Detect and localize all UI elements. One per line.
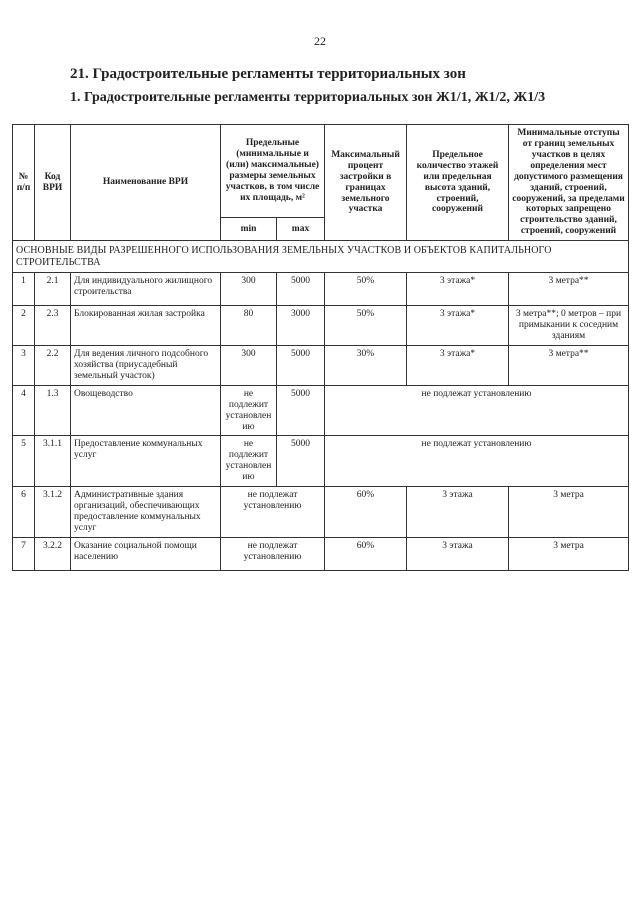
- cell-floors: 3 этажа: [407, 537, 509, 570]
- table-row: [13, 537, 629, 570]
- cell-code: 2.1: [35, 273, 71, 306]
- table-row: [13, 306, 629, 346]
- cell-percent: 50%: [325, 306, 407, 346]
- cell-name: Административные здания организаций, обеспечивающих предоставление коммунальных услуг: [71, 487, 221, 538]
- cell-floors-merged: не подлежат установлению: [325, 436, 629, 487]
- cell-min: 80: [221, 306, 277, 346]
- cell-min: не подлежит установлению: [221, 385, 277, 436]
- table-row: [13, 487, 629, 538]
- cell-max: 5000: [277, 345, 325, 385]
- section-title: 21. Градостроительные регламенты территориальных зон: [70, 66, 466, 82]
- cell-max: 3000: [277, 306, 325, 346]
- subsection-title: 1. Градостроительные регламенты территориальных зон Ж1/1, Ж1/2, Ж1/3: [70, 90, 546, 105]
- cell-name: Для индивидуального жилищного строительства: [71, 273, 221, 306]
- cell-floors-merged: не подлежат установлению: [325, 385, 629, 436]
- cell-floors: 3 этажа*: [407, 345, 509, 385]
- header-name: Наименование ВРИ: [71, 125, 221, 241]
- page-number: 22: [314, 34, 326, 48]
- cell-name: Овощеводство: [71, 385, 221, 436]
- cell-percent: 30%: [325, 345, 407, 385]
- cell-floors: 3 этажа*: [407, 273, 509, 306]
- section-row: ОСНОВНЫЕ ВИДЫ РАЗРЕШЕННОГО ИСПОЛЬЗОВАНИЯ ЗЕМЕЛЬНЫХ УЧАСТКОВ И ОБЪЕКТОВ КАПИТАЛЬНОГО СТРОИТЕЛЬСТВА: [13, 241, 629, 273]
- cell-floors: 3 этажа*: [407, 306, 509, 346]
- cell-sizes-merged: не подлежат установлению: [221, 537, 325, 570]
- cell-code: 2.2: [35, 345, 71, 385]
- cell-min: 300: [221, 273, 277, 306]
- header-percent: Максимальный процент застройки в границах земельного участка: [325, 125, 407, 241]
- cell-num: 6: [13, 487, 35, 538]
- cell-setback: 3 метра**; 0 метров – при примыкании к соседним зданиям: [509, 306, 629, 346]
- cell-setback: 3 метра: [509, 537, 629, 570]
- cell-num: 4: [13, 385, 35, 436]
- cell-code: 3.1.1: [35, 436, 71, 487]
- cell-percent: 60%: [325, 537, 407, 570]
- table-row: [13, 385, 629, 436]
- cell-sizes-merged: не подлежат установлению: [221, 487, 325, 538]
- cell-name: Блокированная жилая застройка: [71, 306, 221, 346]
- cell-num: 5: [13, 436, 35, 487]
- cell-max: 5000: [277, 273, 325, 306]
- cell-setback: 3 метра**: [509, 273, 629, 306]
- cell-code: 3.1.2: [35, 487, 71, 538]
- cell-max: 5000: [277, 436, 325, 487]
- table-row: [13, 273, 629, 306]
- cell-name: Оказание социальной помощи населению: [71, 537, 221, 570]
- header-floors: Предельное количество этажей или предельная высота зданий, строений, сооружений: [407, 125, 509, 241]
- header-max: max: [277, 218, 325, 241]
- regulations-table: [12, 124, 629, 571]
- cell-floors: 3 этажа: [407, 487, 509, 538]
- cell-num: 1: [13, 273, 35, 306]
- header-setback: Минимальные отступы от границ земельных участков в целях определения мест допустимого размещения зданий, строений, сооружений, за пределами которых запрещено строительство зданий, строений, сооружений: [509, 125, 629, 241]
- header-code: Код ВРИ: [35, 125, 71, 241]
- cell-max: 5000: [277, 385, 325, 436]
- header-sizes: Предельные (минимальные и (или) максимальные) размеры земельных участков, в том числе их площадь, м²: [221, 125, 325, 218]
- cell-setback: 3 метра**: [509, 345, 629, 385]
- cell-name: Для ведения личного подсобного хозяйства (приусадебный земельный участок): [71, 345, 221, 385]
- cell-code: 3.2.2: [35, 537, 71, 570]
- cell-num: 7: [13, 537, 35, 570]
- header-num: № п/п: [13, 125, 35, 241]
- cell-num: 2: [13, 306, 35, 346]
- table-row: [13, 345, 629, 385]
- cell-code: 1.3: [35, 385, 71, 436]
- table-row: [13, 436, 629, 487]
- cell-percent: 50%: [325, 273, 407, 306]
- cell-num: 3: [13, 345, 35, 385]
- cell-name: Предоставление коммунальных услуг: [71, 436, 221, 487]
- header-min: min: [221, 218, 277, 241]
- cell-min: 300: [221, 345, 277, 385]
- cell-code: 2.3: [35, 306, 71, 346]
- cell-setback: 3 метра: [509, 487, 629, 538]
- cell-min: не подлежит установлению: [221, 436, 277, 487]
- cell-percent: 60%: [325, 487, 407, 538]
